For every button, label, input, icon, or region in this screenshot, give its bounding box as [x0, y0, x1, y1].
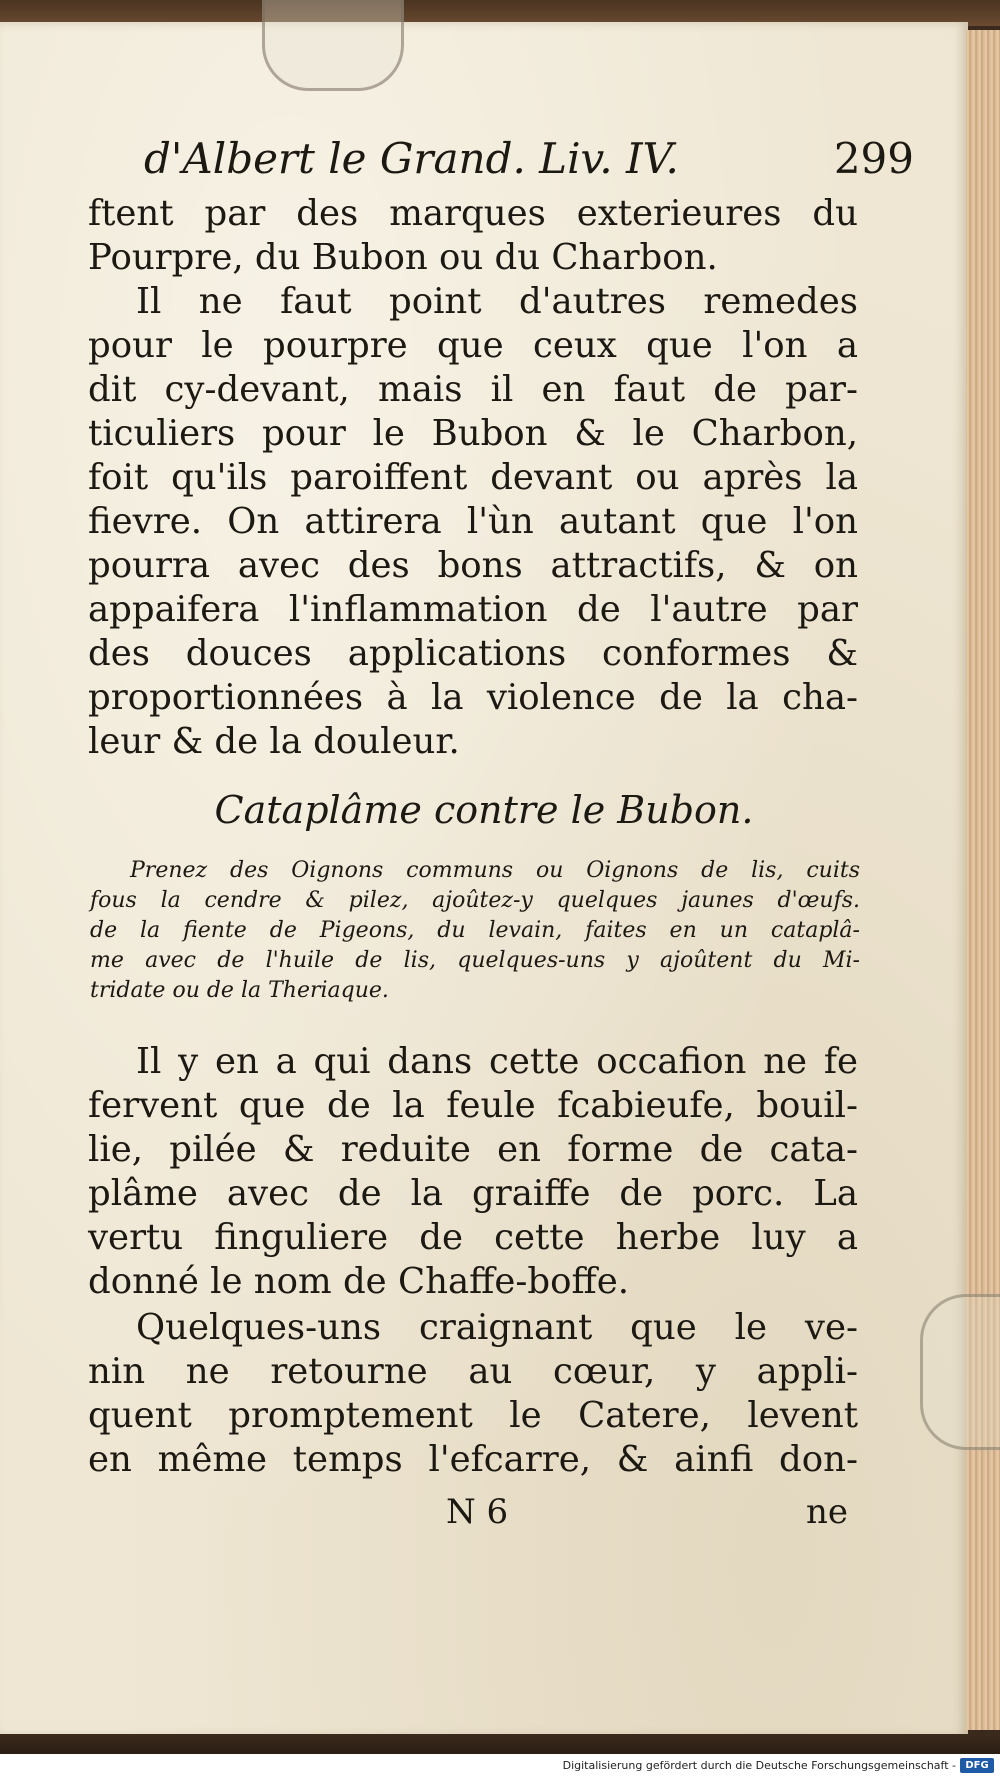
- page-number: 299: [833, 134, 914, 183]
- recipe-line: Prenez des Oignons communs ou Oignons de lis, cuits: [130, 858, 860, 883]
- text-line: fievre. On attirera l'ùn autant que l'on: [88, 501, 858, 542]
- text-line: Quelques-uns craignant que le ve-: [136, 1307, 858, 1348]
- funding-credit: Digitalisierung gefördert durch die Deutsche Forschungsgemeinschaft -: [562, 1759, 956, 1772]
- catchword: ne: [806, 1492, 849, 1532]
- text-line: appaifera l'inflammation de l'autre par: [88, 589, 858, 630]
- page-clip-right: [920, 1294, 1000, 1450]
- recipe-line: de la fiente de Pigeons, du levain, faites en un cataplâ-: [90, 918, 860, 943]
- text-line: vertu finguliere de cette herbe luy a: [88, 1217, 858, 1258]
- page-edges: [966, 30, 1000, 1730]
- text-line: dit cy-devant, mais il en faut de par-: [88, 369, 858, 410]
- text-line: leur & de la douleur.: [88, 721, 460, 762]
- text-line: proportionnées à la violence de la cha-: [88, 677, 858, 718]
- dfg-logo: DFG: [960, 1758, 994, 1773]
- text-line: ticuliers pour le Bubon & le Charbon,: [88, 413, 858, 454]
- text-line: pourra avec des bons attractifs, & on: [88, 545, 858, 586]
- book-bottom-edge: [0, 1734, 1000, 1754]
- text-line: Il ne faut point d'autres remedes: [136, 281, 858, 322]
- running-header: [144, 130, 914, 188]
- signature-mark: N 6: [446, 1492, 509, 1532]
- text-line: lie, pilée & reduite en forme de cata-: [88, 1129, 858, 1170]
- text-line: Il y en a qui dans cette occafion ne fe: [136, 1041, 858, 1082]
- text-line: fervent que de la feule fcabieufe, bouil-: [88, 1085, 858, 1126]
- text-line: nin ne retourne au cœur, y appli-: [88, 1351, 858, 1392]
- text-line: plâme avec de la graiffe de porc. La: [88, 1173, 858, 1214]
- text-line: quent promptement le Catere, levent: [88, 1395, 858, 1436]
- text-line: ftent par des marques exterieures du: [88, 193, 858, 234]
- text-line: en même temps l'efcarre, & ainfi don-: [88, 1439, 858, 1480]
- text-line: foit qu'ils paroiffent devant ou après la: [88, 457, 858, 498]
- text-line: des douces applications conformes &: [88, 633, 858, 674]
- page-clip-top: [262, 0, 404, 91]
- recipe-line: me avec de l'huile de lis, quelques-uns y ajoûtent du Mi-: [90, 948, 860, 973]
- text-line: Pourpre, du Bubon ou du Charbon.: [88, 237, 718, 278]
- recipe-line: fous la cendre & pilez, ajoûtez-y quelques jaunes d'œufs.: [90, 888, 860, 913]
- running-title: d'Albert le Grand. Liv. IV.: [144, 134, 679, 183]
- recipe-line: tridate ou de la Theriaque.: [90, 978, 389, 1003]
- text-line: pour le pourpre que ceux que l'on a: [88, 325, 858, 366]
- text-line: donné le nom de Chaffe-boffe.: [88, 1261, 629, 1302]
- section-heading: Cataplâme contre le Bubon.: [214, 788, 754, 832]
